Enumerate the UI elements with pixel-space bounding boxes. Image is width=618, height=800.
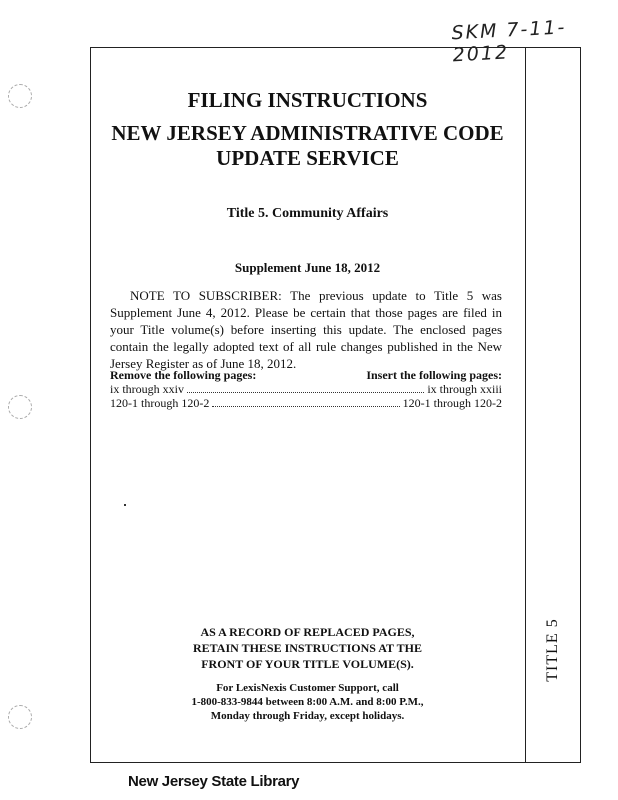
punch-hole-middle xyxy=(8,395,32,419)
customer-support-info xyxy=(90,681,525,723)
subheading-line-2: UPDATE SERVICE xyxy=(216,146,399,170)
page-heading: FILING INSTRUCTIONS xyxy=(187,88,428,112)
remove-pages-value: 120-1 through 120-2 xyxy=(110,396,210,410)
page-table-row xyxy=(110,396,502,410)
remove-pages-value: ix through xxiv xyxy=(110,382,184,396)
insert-pages-value: ix through xxiii xyxy=(427,382,502,396)
dot-leader xyxy=(212,406,399,407)
dot-leader xyxy=(187,392,424,393)
insert-pages-value: 120-1 through 120-2 xyxy=(402,396,502,410)
title-tab-label: TITLE 5 xyxy=(544,618,561,682)
punch-hole-top xyxy=(8,84,32,108)
punch-hole-bottom xyxy=(8,705,32,729)
page-subheading xyxy=(90,121,525,171)
handwritten-initials-date: SKM 7-11-2012 xyxy=(450,16,567,67)
note-to-subscriber: NOTE TO SUBSCRIBER: The previous update to Title 5 was Supplement June 4, 2012. Please be certain that those pages are filed in your Title volume(s) before inserting this update. The enclosed pages contain the legally adopted text of all rule changes published in the New Jersey Register as of June 18, 2012. xyxy=(110,288,502,371)
page-table-header xyxy=(110,368,502,382)
record-line-3: FRONT OF YOUR TITLE VOLUME(S). xyxy=(201,657,414,671)
page-replacement-table xyxy=(110,368,502,410)
stray-mark xyxy=(124,504,126,506)
page-table-row xyxy=(110,382,502,396)
support-line-3: Monday through Friday, except holidays. xyxy=(210,710,405,722)
record-line-1: AS A RECORD OF REPLACED PAGES, xyxy=(200,625,415,639)
library-stamp: New Jersey State Library xyxy=(128,773,300,790)
subheading-line-1: NEW JERSEY ADMINISTRATIVE CODE xyxy=(111,121,504,145)
record-line-2: RETAIN THESE INSTRUCTIONS AT THE xyxy=(193,641,422,655)
insert-pages-header: Insert the following pages: xyxy=(366,368,502,382)
supplement-date: Supplement June 18, 2012 xyxy=(234,260,381,275)
support-line-1: For LexisNexis Customer Support, call xyxy=(216,682,399,694)
support-line-2: 1-800-833-9844 between 8:00 A.M. and 8:00 P.M., xyxy=(191,696,424,708)
title-line: Title 5. Community Affairs xyxy=(226,206,389,221)
record-notice xyxy=(90,624,525,672)
remove-pages-header: Remove the following pages: xyxy=(110,368,257,382)
tab-divider xyxy=(525,47,526,763)
